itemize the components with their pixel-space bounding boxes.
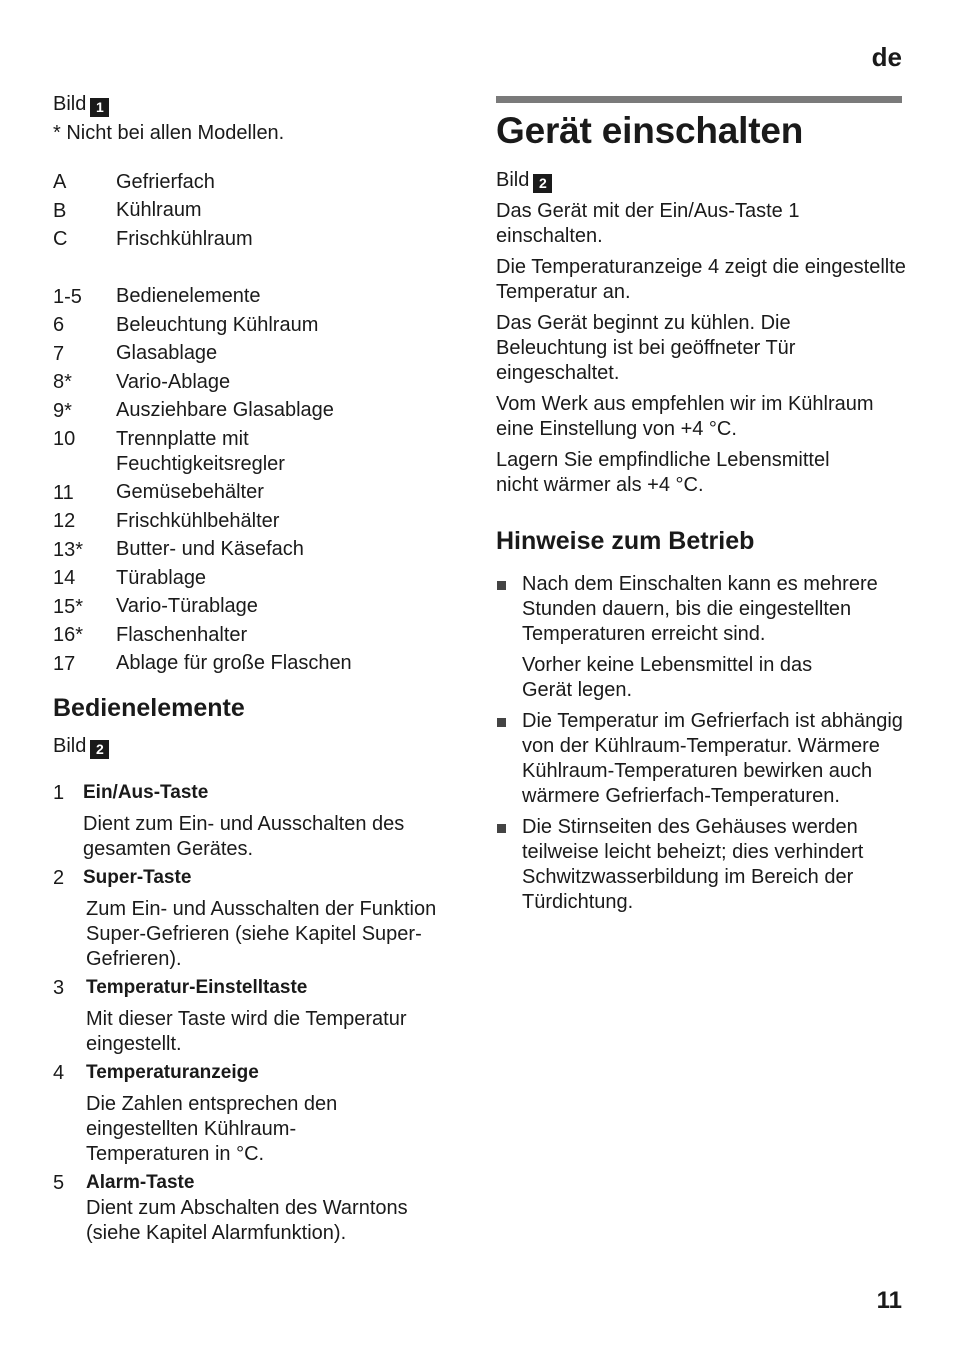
legend-key: B (53, 199, 67, 222)
section-title: Gerät einschalten (496, 110, 804, 151)
legend-text: Ausziehbare Glasablage (116, 399, 334, 422)
legend-row (53, 564, 473, 593)
paragraph: Das Gerät mit der Ein/Aus-Taste 1 einschalten. (496, 200, 800, 247)
legend-key: A (53, 171, 67, 193)
control-title: Alarm-Taste (86, 1172, 195, 1193)
legend-key: 16* (53, 624, 84, 646)
hint-extra: Vorher keine Lebensmittel in das Gerät legen. (522, 654, 813, 701)
legend-row (53, 397, 473, 426)
control-item-alarm (53, 1170, 463, 1246)
hint-text: Die Stirnseiten des Gehäuses werden teilweise leicht beheizt; dies verhindert Schwitzwasserbildung im Bereich der Türdichtung. (522, 816, 864, 913)
paragraph: Vom Werk aus empfehlen wir im Kühlraum eine Einstellung von +4 °C. (496, 393, 874, 440)
figure-reference-1 (53, 92, 109, 117)
legend-text: Butter- und Käsefach (116, 538, 304, 561)
control-title: Temperatur-Einstelltaste (86, 977, 308, 998)
hint-text: Die Temperatur im Gefrierfach ist abhängig von der Kühlraum-Temperatur. Wärmere Kühlraum-Temperaturen bewirken auch wärmere Gefrierfach-Temperaturen. (522, 710, 903, 807)
bullet-square-icon (496, 572, 522, 709)
hints-heading: Hinweise zum Betrieb (496, 527, 755, 555)
legend-key: 14 (53, 567, 76, 589)
control-head (53, 975, 463, 1001)
figure-number-badge: 1 (90, 98, 109, 117)
controls-list (53, 780, 463, 1246)
legend-text: Frischkühlbehälter (116, 509, 280, 532)
legend-row (53, 168, 473, 197)
legend-key: 17 (53, 652, 76, 675)
legend-text: Bedienelemente (116, 285, 261, 308)
legend-text: Trennplatte mit Feuchtigkeitsregler (116, 427, 285, 475)
legend-text: Glasablage (116, 342, 218, 365)
legend-group-parts (53, 283, 473, 679)
paragraph: Das Gerät beginnt zu kühlen. Die Beleuchtung ist bei geöffneter Tür eingeschaltet. (496, 312, 796, 384)
control-head (53, 1170, 463, 1196)
legend-text: Flaschenhalter (116, 623, 248, 646)
legend-text: Frischkühlraum (116, 227, 253, 250)
page-number: 11 (876, 1287, 902, 1314)
legend-key: 13* (53, 538, 84, 561)
control-number: 4 (53, 1062, 65, 1084)
control-number: 1 (53, 782, 65, 804)
control-item-temperature-display (53, 1060, 463, 1167)
control-number: 3 (53, 977, 65, 999)
legend-text: Gefrierfach (116, 170, 215, 193)
legend-text: Gemüsebehälter (116, 481, 264, 504)
legend-gap (53, 254, 473, 283)
model-note: * Nicht bei allen Modellen. (53, 122, 285, 144)
hint-item (496, 709, 906, 815)
legend-row (53, 368, 473, 397)
legend-group-zones (53, 168, 473, 254)
legend-key: 15* (53, 595, 84, 618)
legend-row (53, 479, 473, 508)
legend-row (53, 225, 473, 254)
figure-number-badge: 2 (533, 174, 552, 193)
legend-key: 11 (53, 481, 74, 504)
figure-label: Bild (496, 169, 530, 191)
legend-text: Türablage (116, 566, 207, 589)
control-item-on-off (53, 780, 463, 862)
bullet-square-icon (496, 709, 522, 815)
control-description: Mit dieser Taste wird die Temperatur eingestellt. (86, 1008, 407, 1055)
component-legend (53, 168, 473, 678)
control-description: Dient zum Abschalten des Warntons (siehe Kapitel Alarmfunktion). (86, 1197, 408, 1244)
legend-row (53, 536, 473, 565)
legend-row (53, 650, 473, 679)
control-head (53, 1060, 463, 1086)
control-description: Zum Ein- und Ausschalten der Funktion Super-Gefrieren (siehe Kapitel Super-Gefrieren). (86, 898, 437, 970)
paragraph: Die Temperaturanzeige 4 zeigt die eingestellte Temperatur an. (496, 256, 906, 303)
figure-number-badge: 2 (90, 740, 109, 759)
hint-item (496, 815, 906, 921)
bullet-square-icon (496, 815, 522, 921)
legend-key: 1-5 (53, 285, 82, 308)
control-description: Die Zahlen entsprechen den eingestellten Kühlraum-Temperaturen in °C. (86, 1093, 338, 1165)
paragraph: Lagern Sie empfindliche Lebensmittel nicht wärmer als +4 °C. (496, 449, 830, 496)
control-title: Ein/Aus-Taste (83, 782, 209, 803)
legend-row (53, 311, 473, 340)
control-title: Super-Taste (83, 867, 192, 888)
legend-key: 9* (53, 399, 72, 422)
hints-list (496, 572, 906, 921)
legend-row (53, 340, 473, 369)
section-rule (496, 96, 902, 103)
legend-key: 7 (53, 342, 65, 365)
control-head (53, 780, 463, 806)
legend-row (53, 197, 473, 226)
legend-text: Vario-Türablage (116, 595, 258, 618)
control-number: 5 (53, 1172, 65, 1194)
control-head (53, 865, 463, 891)
legend-key: 10 (53, 428, 76, 450)
control-number: 2 (53, 867, 65, 889)
control-description: Dient zum Ein- und Ausschalten des gesamten Gerätes. (83, 813, 405, 860)
legend-text: Beleuchtung Kühlraum (116, 313, 319, 336)
figure-reference-2 (53, 734, 109, 759)
legend-key: 6 (53, 314, 65, 336)
legend-key: 12 (53, 510, 76, 532)
legend-row (53, 425, 473, 479)
legend-row (53, 593, 473, 622)
switch-on-instructions (496, 199, 906, 504)
control-item-super (53, 865, 463, 972)
control-title: Temperaturanzeige (86, 1062, 259, 1083)
legend-text: Ablage für große Flaschen (116, 652, 352, 675)
legend-row (53, 283, 473, 312)
figure-label: Bild (53, 93, 87, 115)
legend-row (53, 507, 473, 536)
legend-key: 8* (53, 371, 72, 393)
control-item-temperature-set (53, 975, 463, 1057)
controls-heading: Bedienelemente (53, 694, 245, 722)
figure-label: Bild (53, 735, 87, 757)
hint-text: Nach dem Einschalten kann es mehrere Stunden dauern, bis die eingestellten Temperaturen erreicht sind. (522, 573, 878, 645)
hint-item (496, 572, 906, 709)
language-tag: de (871, 42, 902, 72)
legend-text: Vario-Ablage (116, 370, 231, 393)
legend-text: Kühlraum (116, 199, 202, 222)
legend-key: C (53, 228, 68, 250)
legend-row (53, 621, 473, 650)
figure-reference-2-right (496, 168, 552, 193)
